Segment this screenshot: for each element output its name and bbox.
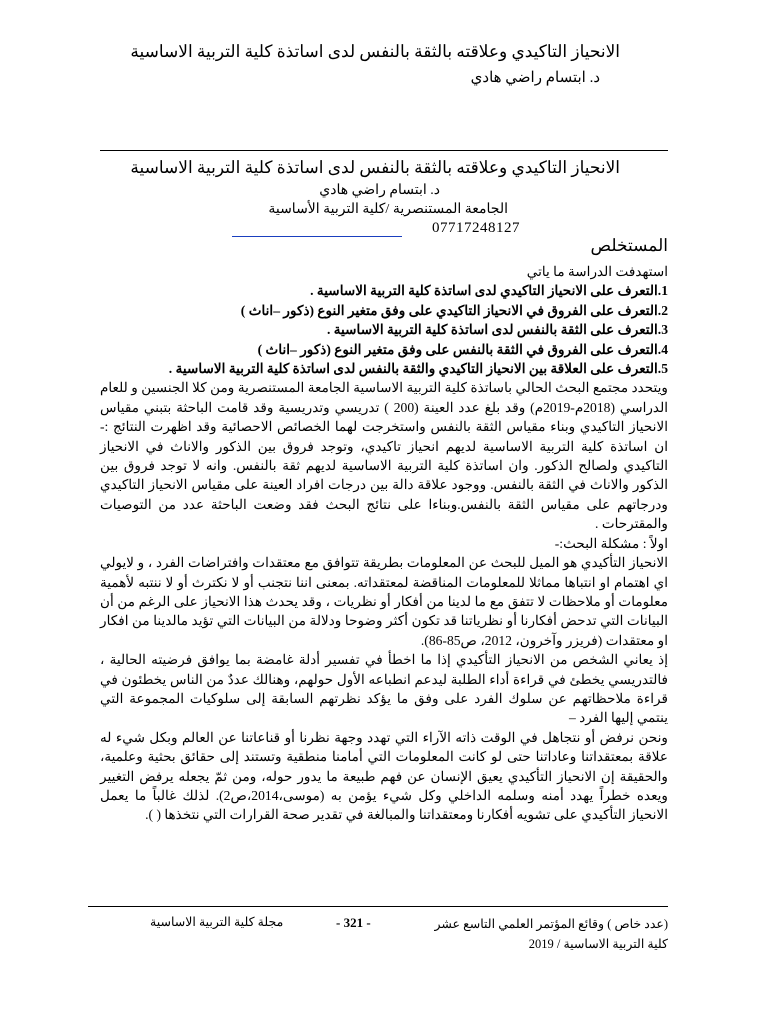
- email-link-underline[interactable]: [232, 236, 402, 237]
- objective-2: 2.التعرف على الفروق في الانحياز التاكيدي على وفق متغير النوع (ذكور –اناث ): [240, 302, 668, 318]
- objective-5: 5.التعرف على العلاقة بين الانحياز التاكيدي والثقة بالنفس لدى اساتذة كلية التربية الاساسية .: [168, 361, 668, 377]
- header-divider: [100, 150, 668, 151]
- author-name: د. ابتسام راضي هادي: [319, 183, 440, 198]
- section-paragraph-2: إذ يعاني الشخص من الانحياز التأكيدي إذا ما اخطأ في تفسير أدلة غامضة بما يوافق فرضيته الحالية ، فالتدريسي يخطئ في قراءة أداء الطلبة ليدعم انطباعه الأول حولهم، وهنالك عددٌ من الناس يخطئون في قراءة ملاحظاتهم عن سلوك الفرد على وفق ما يؤكد نظرتهم السابقة إلى سلوكيات المجموعة التي ينتمي إليها الفرد –: [100, 652, 668, 726]
- section-paragraph-1: الانحياز التأكيدي هو الميل للبحث عن المعلومات بطريقة تتوافق مع معتقدات وافتراضات الفرد ، و لايولي اي اهتمام او انتباها مماثلا للمعلومات المناقضة لمعتقداته. بمعنى اننا نتجنب أو لا نكترث أو لا ننتبه لأهمية معلومات أو ملاحظات لا تتفق مع ما لدينا من أفكار أو نظريات ، وقد يحدث هذا الانحياز على الرغم من أن البيانات التي تدحض أفكارنا أو نظرياتنا قد تكون أكثر وضوحا ودلالة من البيانات التي تؤيد مالدينا من افكار او معتقدات (فريزر وآخرون، 2012، ص85-86).: [100, 555, 668, 648]
- author-affiliation: الجامعة المستنصرية /كلية التربية الأساسية: [268, 202, 508, 217]
- objective-3: 3.التعرف على الثقة بالنفس لدى اساتذة كلية التربية الاساسية .: [326, 322, 668, 338]
- abstract-heading: المستخلص: [590, 236, 668, 255]
- objective-4: 4.التعرف على الفروق في الثقة بالنفس على وفق متغير النوع (ذكور –اناث ): [257, 341, 668, 357]
- objective-1: 1.التعرف على الانحياز التاكيدي لدى اساتذة كلية التربية الاساسية .: [310, 283, 668, 299]
- author-phone: 07717248127: [432, 220, 520, 236]
- running-header-title: الانحياز التاكيدي وعلاقته بالثقة بالنفس لدى اساتذة كلية التربية الاساسية: [130, 42, 620, 61]
- abstract-intro: استهدفت الدراسة ما ياتي: [526, 264, 668, 279]
- footer-journal: مجلة كلية التربية الاساسية: [150, 915, 284, 929]
- running-header-author: د. ابتسام راضي هادي: [470, 70, 600, 86]
- page-number: - 321 -: [336, 915, 371, 930]
- abstract-body: ويتحدد مجتمع البحث الحالي باساتذة كلية التربية الاساسية الجامعة المستنصرية ومن كلا الجنسين و للعام الدراسي (2018م-2019م) وقد بلغ عدد العينة (200 ) تدريسي وتدريسية وقد قامت الباحثة بتبني مقياس الانحياز التاكيدي وبناء مقياس الثقة بالنفس واستخرجت لهما الخصائص الاحصائية وقد اظهرت النتائج :- ان اساتذة كلية التربية الاساسية لديهم انحياز تاكيدي، وتوجد فروق بين الذكور والاناث في الانحياز التاكيدي ولصالح الذكور. وان اساتذة كلية التربية الاساسية لديهم ثقة بالنفس. وانه لا توجد فروق بين الذكور والاناث في الثقة بالنفس. ووجود علاقة دالة بين درجات افراد العينة على مقياس الانحياز التاكيدي ودرجاتهم على مقياس الثقة بالنفس.وبناءا على نتائج البحث فقد وضعت الباحثة عدد من التوصيات والمقترحات .: [100, 380, 668, 532]
- paper-title: الانحياز التاكيدي وعلاقته بالثقة بالنفس لدى اساتذة كلية التربية الاساسية: [130, 158, 620, 177]
- footer-proceedings: [418, 914, 668, 954]
- footer-proceedings-line2: كلية التربية الاساسية / 2019: [528, 937, 668, 951]
- footer-divider: [88, 906, 668, 907]
- section-paragraph-3: ونحن نرفض أو نتجاهل في الوقت ذاته الآراء التي تهدد وجهة نظرنا أو قناعاتنا عن العالم وبكل شيء له علاقة بمعتقداتنا وعاداتنا حتى لو كانت المعلومات التي أمامنا منطقية وتستند إلى حقائق بحثية وعلمية، والحقيقة إن الانحياز التأكيدي يعيق الإنسان عن فهم طبيعة ما يدور حوله، ومن ثمّ يجعله يرفض التغيير ويعده خطراً يهدد أمنه وسلمه الداخلي وكل شيء يؤمن به (موسى،2014،ص2). لذلك غالباً ما يعمل الانحياز التأكيدي على تشويه أفكارنا ومعتقداتنا والمبالغة في تقدير صحة القرارات التي نتخذها ( ).: [100, 729, 668, 823]
- footer-proceedings-line1: (عدد خاص ) وقائع المؤتمر العلمي التاسع عشر: [434, 917, 668, 931]
- main-body: [100, 262, 668, 825]
- section-heading-problem: اولاً : مشكلة البحث:-: [554, 535, 668, 551]
